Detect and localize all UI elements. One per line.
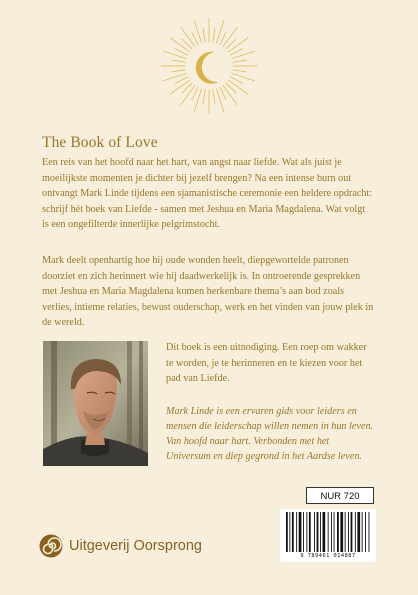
barcode-bar [320,512,321,552]
sun-moon-icon [159,8,259,128]
barcode-bar [345,512,346,552]
barcode-bar [306,512,307,552]
barcode-bar [331,512,332,552]
sun-ray [223,85,237,104]
sun-ray [171,60,185,62]
themes-paragraph: Mark deelt openhartig hoe hij oude wonden heelt, diepgewortelde patronen doorziet en zich herinnert wie hij daadwerkelijk is. In ontroerende gesprekken met Jeshua en Maria Magdalena komen herkenbare thema’s aan bod zoals verlies, intieme relaties, bewust ouderschap, werk en het vinden van jouw plek in de wereld. [42,255,374,328]
sun-ray [233,60,247,62]
sun-ray [220,87,226,99]
sun-ray [203,90,205,104]
sun-ray [175,77,187,83]
sun-ray [181,27,195,46]
sun-ray [230,77,242,83]
barcode-bar [334,512,335,552]
sun-ray [192,87,198,99]
sun-ray [223,27,237,46]
barcode-bar [362,512,363,552]
barcode-bar [340,512,343,552]
barcode [280,509,376,562]
barcode-bar [314,512,315,552]
barcode-bar [355,512,356,552]
barcode-bar [309,512,311,552]
barcode-bar [296,512,297,552]
barcode-bar [351,512,353,552]
sun-ray [181,85,195,104]
barcode-bar [348,512,349,552]
barcode-bar [292,512,294,552]
sun-ray [171,70,185,72]
sun-ray [213,28,215,42]
barcode-bar [365,512,366,552]
sun-ray [228,80,247,94]
sun-ray [213,90,215,104]
barcode-bar [299,512,302,552]
sun-ray [170,80,189,94]
barcode-bar [328,512,329,552]
barcode-bar [357,512,360,552]
sun-ray [203,28,205,42]
sun-ray [233,70,247,72]
barcode-bar [303,512,304,552]
publisher-name: Uitgeverij Oorsprong [69,538,202,554]
intro-paragraph: Een reis van het hoofd naar het hart, van angst naar liefde. Wat als juist je moeilijkste momenten je dichter bij jezelf brengen? Na een intense burn out ontvangt Mark Linde tijdens een sjamanistische ceremonie een heldere opdracht: schrijf hét boek van Liefde - samen met Jeshua en Maria Magdalena. Wat volgt is een ongefilterde innerlijke pelgrimstocht. [42,157,373,230]
barcode-bar [323,512,326,552]
sun-ray [192,32,198,44]
sun-ray [170,38,189,52]
sun-ray [230,49,242,55]
author-bio: Mark Linde is een ervaren gids voor leiders en mensen die leiderschap willen nemen in hun leven. Van hoofd naar hart. Verbonden met het Universum en diep gegrond in het Aardse leven. [166,406,374,462]
barcode-bar [289,512,290,552]
barcode-bar [337,512,339,552]
barcode-bar [317,512,319,552]
invitation-paragraph: Dit boek is een uitnodiging. Een roep om wakker te worden, je te herinneren en te kiezen voor het pad van Liefde. [166,342,367,384]
isbn-number: 9 789461 014887 [300,553,356,559]
spiral-logo-icon [38,533,64,559]
nur-code: NUR 720 [306,487,374,504]
barcode-bar [369,512,370,552]
book-title: The Book of Love [42,134,158,151]
sun-ray [220,32,226,44]
author-photo [43,341,148,466]
barcode-bar [286,512,288,552]
sun-ray [228,38,247,52]
sun-ray [175,49,187,55]
barcode-bars [286,512,370,553]
